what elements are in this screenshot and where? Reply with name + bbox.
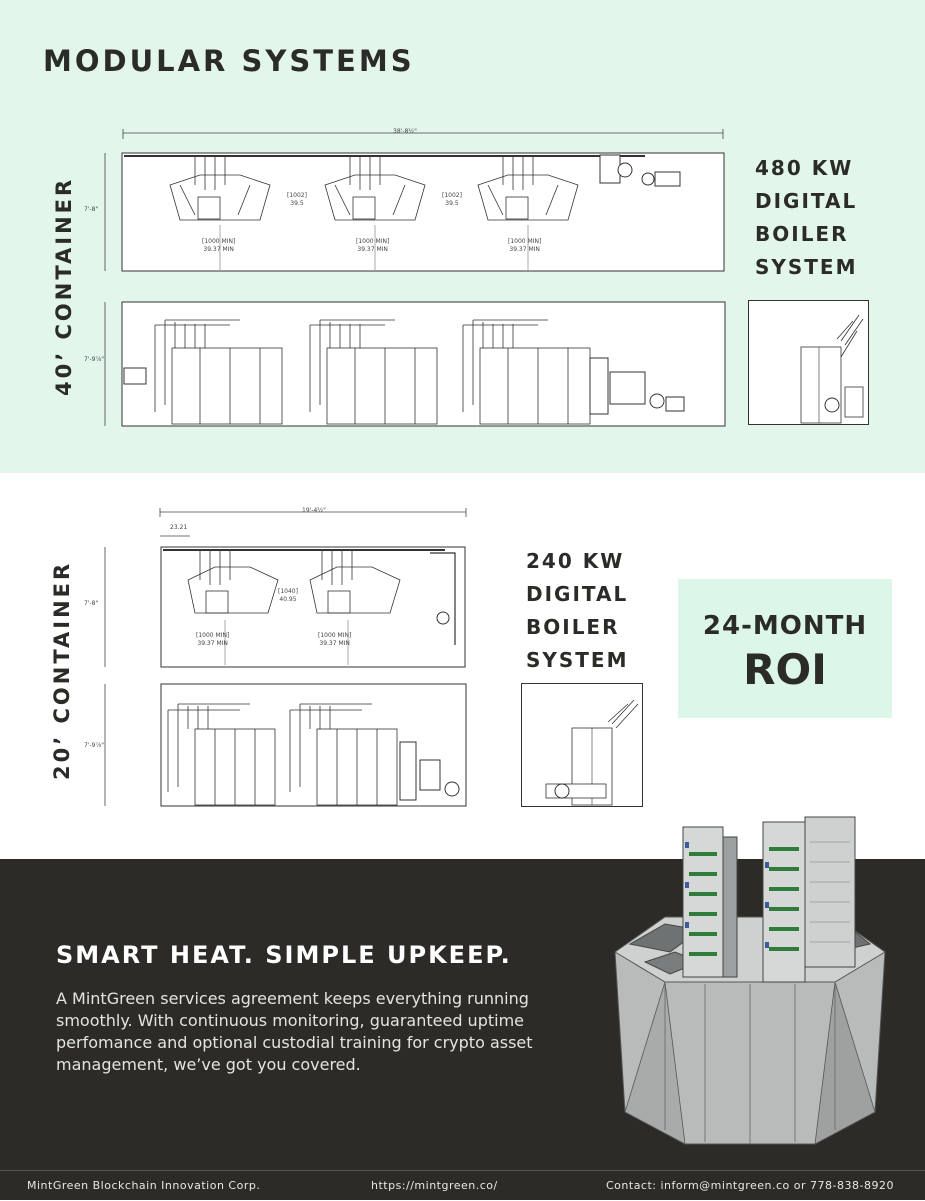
- container-20-label: 20’ CONTAINER: [50, 560, 74, 780]
- dim-20-plan-height: 7'-8": [84, 600, 99, 607]
- page-heading: MODULAR SYSTEMS: [43, 44, 415, 78]
- footer-contact[interactable]: Contact: inform@mintgreen.co or 778-838-8920: [606, 1179, 894, 1192]
- system-20-line: SYSTEM: [526, 648, 629, 672]
- drawing-40-plan: [100, 125, 725, 275]
- dim-20-clearance-1: [1000 MIN] 39.37 MIN: [196, 632, 230, 647]
- system-20-line: DIGITAL: [526, 582, 629, 606]
- footer-url-link[interactable]: https://mintgreen.co/: [371, 1179, 498, 1192]
- system-20-line: 240 KW: [526, 549, 625, 573]
- system-40-line: SYSTEM: [755, 255, 858, 279]
- container-40-label: 40’ CONTAINER: [52, 176, 76, 396]
- dim-40-clearance-2: [1000 MIN] 39.37 MIN: [356, 238, 390, 253]
- drawing-20-elevation: [100, 682, 470, 808]
- roi-label: ROI: [743, 645, 827, 694]
- tagline: SMART HEAT. SIMPLE UPKEEP.: [56, 941, 512, 969]
- product-render-image: [605, 812, 895, 1152]
- dim-20-clearance-2: [1000 MIN] 39.37 MIN: [318, 632, 352, 647]
- system-20-title: [526, 545, 629, 677]
- system-20-line: BOILER: [526, 615, 620, 639]
- system-40-line: BOILER: [755, 222, 849, 246]
- system-40-line: 480 KW: [755, 156, 854, 180]
- dim-40-spacing-1: [1002] 39.5: [287, 192, 307, 207]
- footer: [0, 1170, 925, 1201]
- dim-40-elevation-height: 7'-9⅞": [84, 356, 105, 363]
- dim-20-offset: 23.21: [170, 524, 188, 531]
- drawing-40-elevation: [100, 300, 728, 430]
- system-40-title: [755, 152, 858, 284]
- dim-40-clearance-3: [1000 MIN] 39.37 MIN: [508, 238, 542, 253]
- roi-period: 24-MONTH: [702, 611, 868, 641]
- footer-company: MintGreen Blockchain Innovation Corp.: [27, 1179, 261, 1192]
- drawing-40-side: [748, 300, 869, 425]
- dim-20-elevation-height: 7'-9⅞": [84, 742, 105, 749]
- dim-20-length: 19'-4½": [302, 507, 326, 514]
- dim-40-length: 38'-8½": [393, 128, 417, 135]
- dim-40-plan-height: 7'-8": [84, 206, 99, 213]
- dim-20-spacing: [1040] 40.95: [278, 588, 298, 603]
- roi-box: [678, 579, 892, 718]
- drawing-20-side: [521, 683, 643, 807]
- dim-40-clearance-1: [1000 MIN] 39.37 MIN: [202, 238, 236, 253]
- dim-40-spacing-2: [1002] 39.5: [442, 192, 462, 207]
- body-copy: A MintGreen services agreement keeps everything running smoothly. With continuous monitoring, guaranteed uptime perfomance and optional custodial training for crypto asset management, we’ve got you covered.: [56, 989, 533, 1074]
- system-40-line: DIGITAL: [755, 189, 858, 213]
